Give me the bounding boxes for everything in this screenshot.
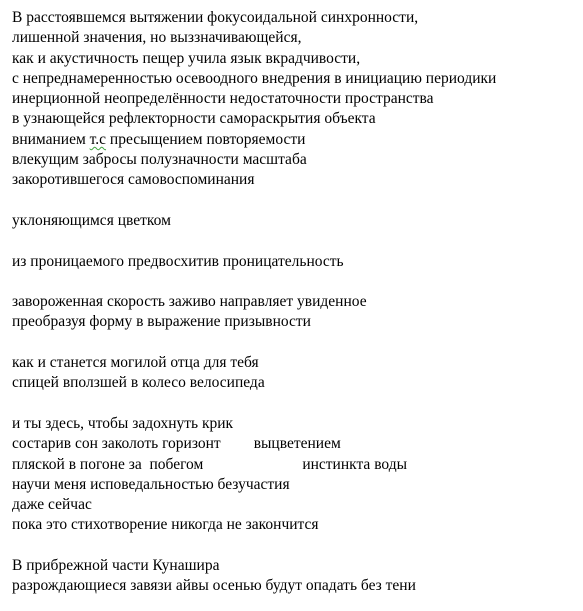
poem-line bbox=[12, 455, 578, 475]
poem-line: В расстоявшемся вытяжении фокусоидальной синхронности, bbox=[12, 9, 419, 26]
poem-text: состарив сон заколоть горизонт bbox=[12, 435, 221, 453]
stanza-4 bbox=[12, 292, 578, 333]
poem-line-spellcheck bbox=[12, 130, 578, 150]
poem-text: инстинкта воды bbox=[302, 455, 408, 473]
poem-line: в узнающейся рефлекторности самораскрытия объекта bbox=[12, 110, 376, 128]
stanza-break bbox=[12, 333, 578, 353]
poem-line: с непреднамеренностью осевоодного внедрения в инициацию периодики bbox=[12, 69, 497, 87]
stanza-break bbox=[12, 394, 578, 414]
stanza-3 bbox=[12, 252, 578, 272]
stanza-7 bbox=[12, 556, 578, 597]
poem-line: из проницаемого предвосхитив проницательность bbox=[12, 252, 344, 270]
poem-line bbox=[12, 434, 578, 454]
poem-line: инерционной неопределённости недостаточности пространства bbox=[12, 90, 434, 108]
poem-line: как и акустичность пещер учила язык вкрадчивости, bbox=[12, 49, 361, 67]
poem-line: как и станется могилой отца для тебя bbox=[12, 354, 259, 372]
poem-line: даже сейчас bbox=[12, 496, 92, 514]
poem-line: пока это стихотворение никогда не закончится bbox=[12, 516, 319, 534]
poem-line: влекущим забросы полузначности масштаба bbox=[12, 151, 307, 169]
poem-line: преобразуя форму в выражение призывности bbox=[12, 313, 311, 331]
stanza-break bbox=[12, 536, 578, 556]
poem-line: разрождающиеся завязи айвы осенью будут опадать без тени bbox=[12, 577, 416, 595]
stanza-2 bbox=[12, 211, 578, 231]
poem-line: завороженная скорость заживо направляет увиденное bbox=[12, 293, 367, 311]
stanza-6 bbox=[12, 414, 578, 536]
poem-line: лишенной значения, но выззначивающейся, bbox=[12, 29, 302, 47]
poem-line: научи меня исповедальностью безучастия bbox=[12, 475, 290, 493]
stanza-break bbox=[12, 231, 578, 251]
stanza-5 bbox=[12, 353, 578, 394]
poem-line: и ты здесь, чтобы задохнуть крик bbox=[12, 414, 234, 432]
poem-line: В прибрежной части Кунашира bbox=[12, 557, 220, 575]
poem-line: уклоняющимся цветком bbox=[12, 211, 171, 229]
stanza-break bbox=[12, 272, 578, 292]
poem-text: вниманием bbox=[12, 130, 90, 148]
poem-text: пляской в погоне за побегом bbox=[12, 455, 204, 473]
poem-line: закоротившегося самовоспоминания bbox=[12, 171, 255, 189]
poem-text: выцветением bbox=[253, 435, 341, 453]
stanza-1 bbox=[12, 8, 578, 191]
stanza-break bbox=[12, 191, 578, 211]
poem-document bbox=[12, 8, 578, 597]
poem-text: пресыщением повторяемости bbox=[106, 130, 306, 148]
poem-line: спицей вползшей в колесо велосипеда bbox=[12, 374, 265, 392]
spellcheck-marked-word[interactable]: т.с bbox=[89, 130, 107, 148]
